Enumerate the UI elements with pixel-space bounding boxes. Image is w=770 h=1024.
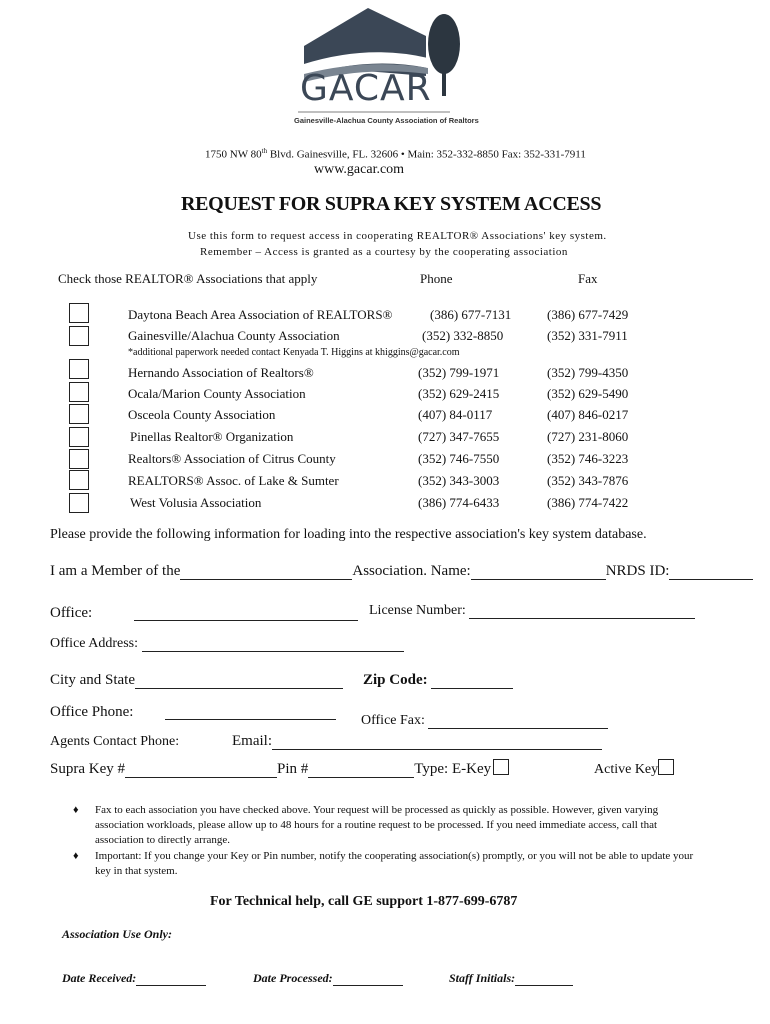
office-fax-line bbox=[361, 713, 608, 729]
email-label: Email: bbox=[232, 733, 272, 749]
zip-code-label: Zip Code: bbox=[363, 672, 428, 688]
association-name: West Volusia Association bbox=[130, 495, 262, 510]
member-of-label: I am a Member of the bbox=[50, 563, 181, 579]
association-fax: (352) 746-3223 bbox=[547, 451, 629, 466]
city-state-line bbox=[50, 672, 343, 689]
date-received-label: Date Received: bbox=[62, 971, 137, 985]
association-name: Osceola County Association bbox=[128, 407, 276, 422]
association-phone: (352) 629-2415 bbox=[418, 386, 500, 401]
association-fax: (407) 846-0217 bbox=[547, 407, 629, 422]
license-line bbox=[369, 603, 695, 619]
logo-name: GACAR bbox=[300, 68, 432, 109]
address-line bbox=[205, 147, 586, 161]
subtitle-2: Remember – Access is granted as a courtesy by the cooperating association bbox=[200, 246, 568, 258]
city-state-input[interactable] bbox=[135, 674, 343, 689]
association-phone: (386) 774-6433 bbox=[418, 495, 500, 510]
pin-label: Pin # bbox=[277, 761, 309, 777]
association-phone: (352) 343-3003 bbox=[418, 473, 500, 488]
association-name: Hernando Association of Realtors® bbox=[128, 365, 314, 380]
active-key-checkbox[interactable] bbox=[658, 759, 674, 775]
date-received-input[interactable] bbox=[136, 973, 206, 986]
office-fax-label: Office Fax: bbox=[361, 713, 425, 728]
checkbox-gainesville[interactable] bbox=[69, 326, 89, 346]
office-address-label: Office Address: bbox=[50, 636, 138, 651]
staff-initials-line bbox=[449, 971, 573, 986]
page-title: REQUEST FOR SUPRA KEY SYSTEM ACCESS bbox=[181, 193, 602, 215]
member-association-input[interactable] bbox=[180, 565, 352, 580]
checkbox-pinellas[interactable] bbox=[69, 427, 89, 447]
association-phone: (352) 799-1971 bbox=[418, 365, 500, 380]
address-prefix: 1750 NW 80 bbox=[205, 148, 262, 161]
bullet-important: Important: If you change your Key or Pin number, notify the cooperating association(s) promptly, or you will not be able to update your key in that system. bbox=[95, 850, 694, 877]
checkbox-west-volusia[interactable] bbox=[69, 493, 89, 513]
association-fax: (352) 331-7911 bbox=[547, 328, 628, 343]
association-fax: (386) 774-7422 bbox=[547, 495, 629, 510]
association-phone: (386) 677-7131 bbox=[430, 307, 512, 322]
active-key-label: Active Key bbox=[594, 762, 659, 777]
zip-line bbox=[363, 672, 513, 689]
date-processed-line bbox=[253, 971, 403, 986]
website: www.gacar.com bbox=[314, 162, 405, 177]
active-key-line bbox=[594, 759, 674, 778]
bullet-diamond-icon: ♦ bbox=[73, 850, 79, 862]
bullet-fax-instructions: Fax to each association you have checked above. Your request will be processed as quickly as possible. However, given varying association workloads, please allow up to 48 hours for a routine request to be processed. If you need immediate access, call that association to directly arrange. bbox=[95, 804, 659, 846]
association-phone: (352) 746-7550 bbox=[418, 451, 500, 466]
agents-contact-phone-label: Agents Contact Phone: bbox=[50, 734, 180, 749]
type-ekey-label: Type: E-Key bbox=[414, 761, 492, 777]
association-name: Daytona Beach Area Association of REALTORS® bbox=[128, 307, 393, 322]
office-fax-input[interactable] bbox=[428, 714, 608, 729]
checkbox-daytona[interactable] bbox=[69, 303, 89, 323]
license-number-input[interactable] bbox=[469, 604, 695, 619]
association-name: Pinellas Realtor® Organization bbox=[130, 429, 294, 444]
association-fax: (727) 231-8060 bbox=[547, 429, 629, 444]
office-phone-label: Office Phone: bbox=[50, 704, 134, 720]
office-input[interactable] bbox=[134, 606, 358, 621]
info-intro: Please provide the following information for loading into the respective association's key system database. bbox=[50, 527, 647, 542]
date-received-line bbox=[62, 971, 206, 986]
association-fax: (352) 799-4350 bbox=[547, 365, 629, 380]
association-name: Ocala/Marion County Association bbox=[128, 386, 306, 401]
association-name: Realtors® Association of Citrus County bbox=[128, 451, 336, 466]
association-phone: (352) 332-8850 bbox=[422, 328, 504, 343]
subtitle-1: Use this form to request access in cooperating REALTOR® Associations' key system. bbox=[188, 230, 607, 242]
office-address-line bbox=[50, 636, 404, 652]
bullet-diamond-icon: ♦ bbox=[73, 804, 79, 816]
association-fax: (352) 629-5490 bbox=[547, 386, 629, 401]
city-state-label: City and State bbox=[50, 672, 135, 688]
staff-initials-label: Staff Initials: bbox=[449, 971, 516, 985]
logo-tagline: Gainesville-Alachua County Association of Realtors bbox=[294, 116, 479, 125]
supra-line bbox=[50, 759, 509, 778]
association-name: REALTORS® Assoc. of Lake & Sumter bbox=[128, 473, 339, 488]
association-fax: (352) 343-7876 bbox=[547, 473, 629, 488]
checkbox-osceola[interactable] bbox=[69, 404, 89, 424]
supra-key-input[interactable] bbox=[125, 763, 277, 778]
name-input[interactable] bbox=[471, 565, 606, 580]
staff-initials-input[interactable] bbox=[515, 973, 573, 986]
email-input[interactable] bbox=[272, 735, 602, 750]
ekey-checkbox[interactable] bbox=[493, 759, 509, 775]
association-phone: (727) 347-7655 bbox=[418, 429, 500, 444]
checkbox-hernando[interactable] bbox=[69, 359, 89, 379]
address-rest: Blvd. Gainesville, FL. 32606 • Main: 352-332-8850 Fax: 352-331-7911 bbox=[267, 148, 586, 161]
pin-input[interactable] bbox=[308, 763, 414, 778]
tech-help: For Technical help, call GE support 1-877-699-6787 bbox=[210, 894, 518, 909]
association-phone: (407) 84-0117 bbox=[418, 407, 493, 422]
license-number-label: License Number: bbox=[369, 603, 466, 618]
nrds-id-label: NRDS ID: bbox=[605, 563, 670, 579]
date-processed-label: Date Processed: bbox=[253, 971, 333, 985]
office-phone-input[interactable] bbox=[165, 705, 336, 720]
association-use-heading: Association Use Only: bbox=[62, 927, 173, 941]
phone-header: Phone bbox=[420, 271, 453, 286]
gainesville-note: *additional paperwork needed contact Kenyada T. Higgins at khiggins@gacar.com bbox=[128, 347, 460, 358]
address-sup: th bbox=[261, 147, 268, 155]
association-name-label: Association. Name: bbox=[352, 563, 471, 579]
association-fax: (386) 677-7429 bbox=[547, 307, 629, 322]
email-line bbox=[232, 733, 602, 750]
association-name: Gainesville/Alachua County Association bbox=[128, 328, 340, 343]
office-label: Office: bbox=[50, 605, 93, 621]
checkbox-citrus[interactable] bbox=[69, 449, 89, 469]
supra-key-label: Supra Key # bbox=[50, 761, 125, 777]
checkbox-lake-sumter[interactable] bbox=[69, 470, 89, 490]
member-line bbox=[50, 563, 753, 580]
date-processed-input[interactable] bbox=[333, 973, 403, 986]
checkbox-ocala[interactable] bbox=[69, 382, 89, 402]
zip-code-input[interactable] bbox=[431, 674, 513, 689]
office-address-input[interactable] bbox=[142, 637, 404, 652]
fax-header: Fax bbox=[578, 271, 598, 286]
nrds-id-input[interactable] bbox=[669, 565, 753, 580]
check-label: Check those REALTOR® Associations that apply bbox=[58, 271, 318, 286]
gacar-logo bbox=[294, 6, 479, 130]
